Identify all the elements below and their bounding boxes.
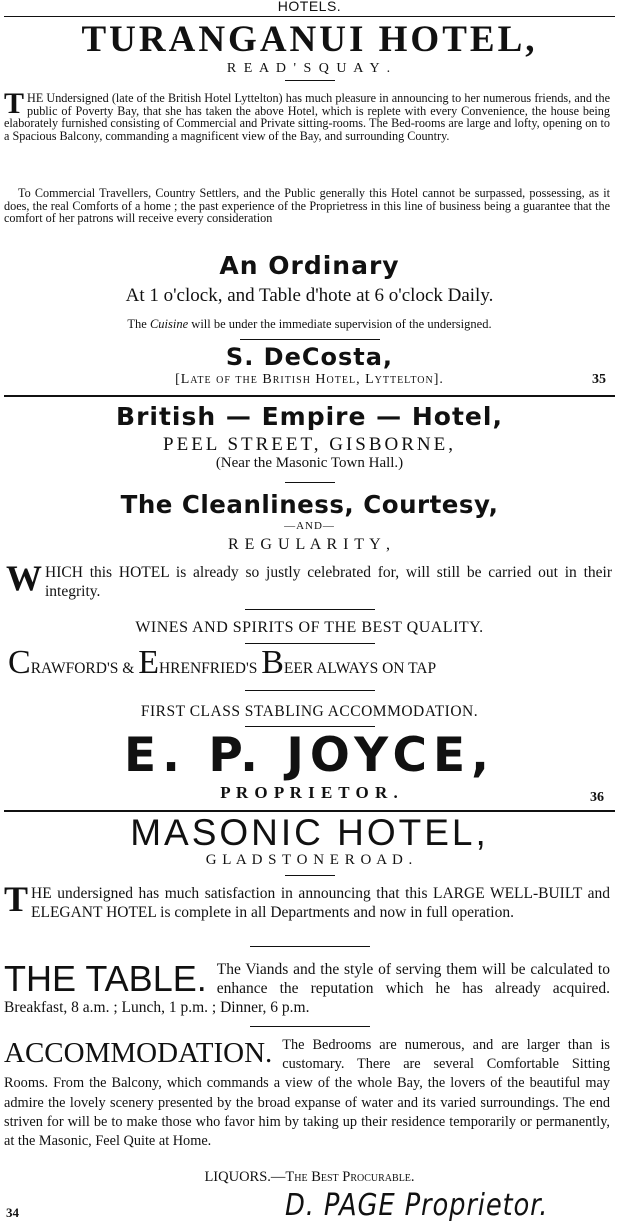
short-rule — [245, 690, 375, 691]
wines-line: WINES AND SPIRITS OF THE BEST QUALITY. — [135, 619, 484, 636]
beer-cap-b: B — [261, 644, 284, 681]
drop-cap: T — [4, 87, 25, 120]
the-table-paragraph — [4, 960, 610, 1017]
turanganui-subtitle: R E A D ' S Q U A Y . — [226, 61, 393, 76]
accommodation-paragraph — [4, 1036, 610, 1151]
gladstone-road: G L A D S T O N E R O A D . — [205, 852, 414, 868]
beer-cap-e: E — [138, 644, 159, 681]
cuisine-line — [0, 317, 619, 332]
ordinary-heading: An Ordinary — [219, 251, 400, 280]
turanganui-para2: To Commercial Travellers, Country Settlers, and the Public generally this Hotel cannot be surpassed, possessing, as it does, the real Comforts of a home ; the past experience of the Proprietress in this line of business being a guarantee that the comfort of her patrons will receive every consideration — [4, 186, 610, 226]
turanganui-title: TURANGANUI HOTEL, — [81, 19, 538, 60]
near-line: (Near the Masonic Town Hall.) — [215, 455, 404, 471]
which-paragraph — [6, 558, 612, 601]
short-rule — [250, 946, 370, 947]
beer-text-1: RAWFORD'S & — [30, 660, 139, 677]
beer-text-3: EER ALWAYS ON TAP — [283, 660, 437, 677]
para-text: HE undersigned has much satisfaction in announcing that this LARGE WELL-BUILT and ELEGANT HOTEL is complete in all Departments and now in full operation. — [31, 885, 610, 921]
short-rule — [240, 339, 380, 340]
header-rule — [4, 16, 615, 17]
cuisine-pre: The — [127, 317, 150, 331]
masonic-title: MASONIC HOTEL, — [130, 812, 489, 853]
short-rule — [285, 482, 335, 483]
accommodation-heading: ACCOMMODATION. — [4, 1037, 273, 1069]
drop-cap: T — [4, 879, 29, 919]
ad-number: 36 — [590, 790, 604, 805]
joyce-proprietor-name: E. P. JOYCE, — [124, 728, 495, 783]
beer-line — [8, 644, 614, 684]
beer-cap-c: C — [8, 644, 31, 681]
ad-number: 34 — [6, 1205, 19, 1220]
turanganui-para1 — [4, 87, 610, 143]
cleanliness-motto: The Cleanliness, Courtesy, — [120, 490, 499, 519]
short-rule — [285, 875, 335, 876]
cuisine-post: will be under the immediate supervision of the undersigned. — [188, 317, 492, 331]
page-signature: D. PAGE Proprietor. — [285, 1188, 549, 1223]
drop-cap: W — [6, 558, 42, 598]
stabling-line: FIRST CLASS STABLING ACCOMMODATION. — [140, 703, 479, 720]
short-rule — [245, 726, 375, 727]
the-table-heading: THE TABLE. — [4, 958, 207, 999]
section-header: HOTELS. — [277, 0, 342, 14]
masonic-intro — [4, 879, 610, 922]
decosta-signature: S. DeCosta, — [225, 343, 394, 371]
peel-street-line: PEEL STREET, GISBORNE, — [163, 434, 456, 455]
ordinary-line: At 1 o'clock, and Table d'hote at 6 o'clock Daily. — [125, 285, 494, 306]
short-rule — [285, 80, 335, 81]
para-text: The Bedrooms are numerous, and are larger than is customary. There are several Comfortable Sitting Rooms. From the Balcony, which commands a view of the whole Bay, the lovers of the beautiful may admire the lovely scenery presented by the broad expanse of water and its varied surroundings. The end striven for will be to make those who favor him by taking up their residence temporarily or permanently, at the Masonic, Feel Quite at Home. — [4, 1037, 610, 1150]
cuisine-word: Cuisine — [149, 317, 189, 331]
para-text: HICH this HOTEL is already so justly celebrated for, will still be carried out in their integrity. — [45, 564, 612, 600]
british-empire-title: British — Empire — Hotel, — [116, 402, 503, 431]
short-rule — [245, 609, 375, 610]
and-line: —AND— — [284, 520, 335, 532]
liquors-line: LIQUORS.—The Best Procurable. — [204, 1169, 415, 1185]
para-text: The Viands and the style of serving them will be calculated to enhance the reputation which he has already acquired. Breakfast, 8 a.m. ; Lunch, 1 p.m. ; Dinner, 6 p.m. — [4, 961, 610, 1016]
ad-number: 35 — [592, 372, 606, 387]
regularity-line: R E G U L A R I T Y , — [227, 536, 392, 553]
beer-text-2: HRENFRIED'S — [158, 660, 262, 677]
proprietor-label: P R O P R I E T O R . — [220, 783, 399, 802]
late-of-line: [Late of the British Hotel, Lyttelton]. — [175, 372, 444, 387]
short-rule — [250, 1026, 370, 1027]
para-text: HE Undersigned (late of the British Hotel Lyttelton) has much pleasure in announcing to her numerous friends, and the public of Poverty Bay, that she has taken the above Hotel, which is replete with every Convenience, the house being elaborately furnished consisting of Commercial and Private sitting-rooms. The Bed-rooms are large and lofty, opening on to a Spacious Balcony, commanding a magnificent view of the Bay, and surrounding Country. — [4, 91, 610, 143]
ad-separator — [4, 395, 615, 397]
